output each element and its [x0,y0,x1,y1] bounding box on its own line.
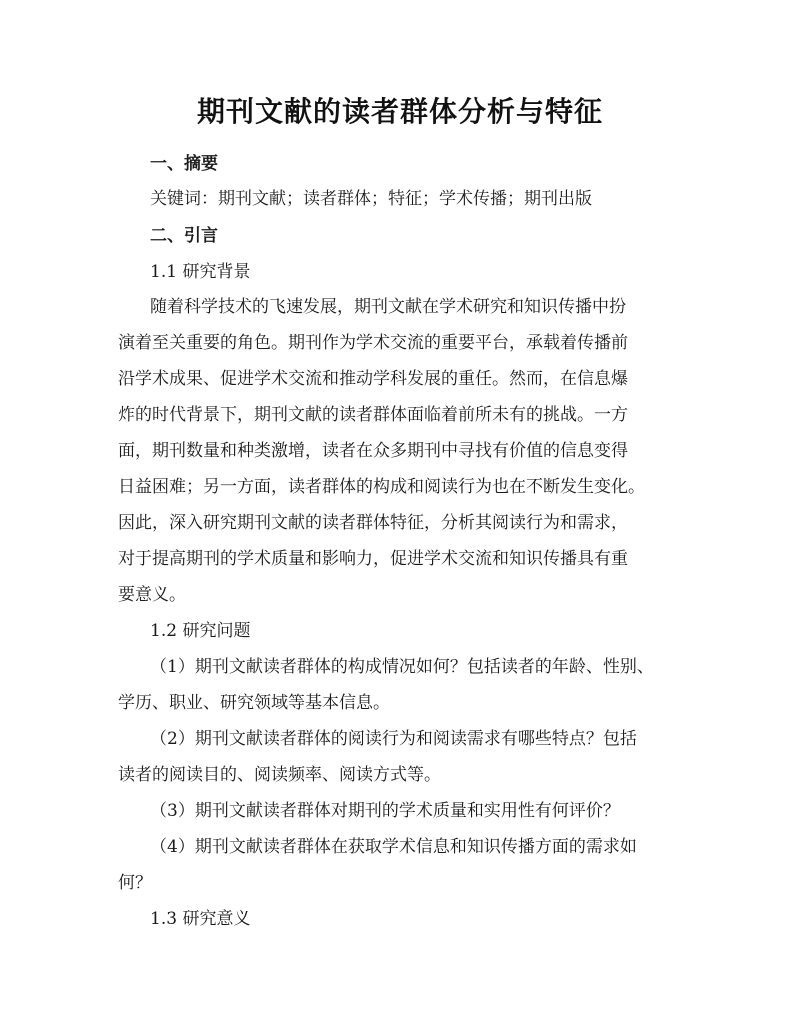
paragraph-line: 对于提高期刊的学术质量和影响力，促进学术交流和知识传播具有重 [118,549,628,569]
question-line: 何？ [118,873,152,893]
paragraph-line: 因此，深入研究期刊文献的读者群体特征，分析其阅读行为和需求， [118,513,628,533]
section-heading-abstract: 一、摘要 [150,154,218,174]
paragraph-line: 随着科学技术的飞速发展，期刊文献在学术研究和知识传播中扮 [150,297,626,317]
paragraph-line: 沿学术成果、促进学术交流和推动学科发展的重任。然而，在信息爆 [118,369,628,389]
document-title: 期刊文献的读者群体分析与特征 [196,95,603,128]
question-line: （3）期刊文献读者群体对期刊的学术质量和实用性有何评价？ [150,801,620,821]
paragraph-line: 炸的时代背景下，期刊文献的读者群体面临着前所未有的挑战。一方 [118,405,628,425]
question-line: （4）期刊文献读者群体在获取学术信息和知识传播方面的需求如 [150,837,637,857]
paragraph-line: 日益困难；另一方面，读者群体的构成和阅读行为也在不断发生变化。 [118,477,645,497]
subsection-heading-questions: 1.2 研究问题 [150,621,251,641]
subsection-heading-significance: 1.3 研究意义 [150,909,251,929]
section-heading-introduction: 二、引言 [150,226,218,246]
paragraph-line: 演着至关重要的角色。期刊作为学术交流的重要平台，承载着传播前 [118,333,628,353]
paragraph-line: 面，期刊数量和种类激增，读者在众多期刊中寻找有价值的信息变得 [118,441,628,461]
question-line: （2）期刊文献读者群体的阅读行为和阅读需求有哪些特点？包括 [150,729,637,749]
question-line: 读者的阅读目的、阅读频率、阅读方式等。 [118,765,441,785]
subsection-heading-background: 1.1 研究背景 [150,262,251,282]
keywords-line: 关键词：期刊文献；读者群体；特征；学术传播；期刊出版 [150,189,592,209]
question-line: 学历、职业、研究领域等基本信息。 [118,693,390,713]
paragraph-line: 要意义。 [118,585,186,605]
question-line: （1）期刊文献读者群体的构成情况如何？包括读者的年龄、性别、 [150,657,654,677]
